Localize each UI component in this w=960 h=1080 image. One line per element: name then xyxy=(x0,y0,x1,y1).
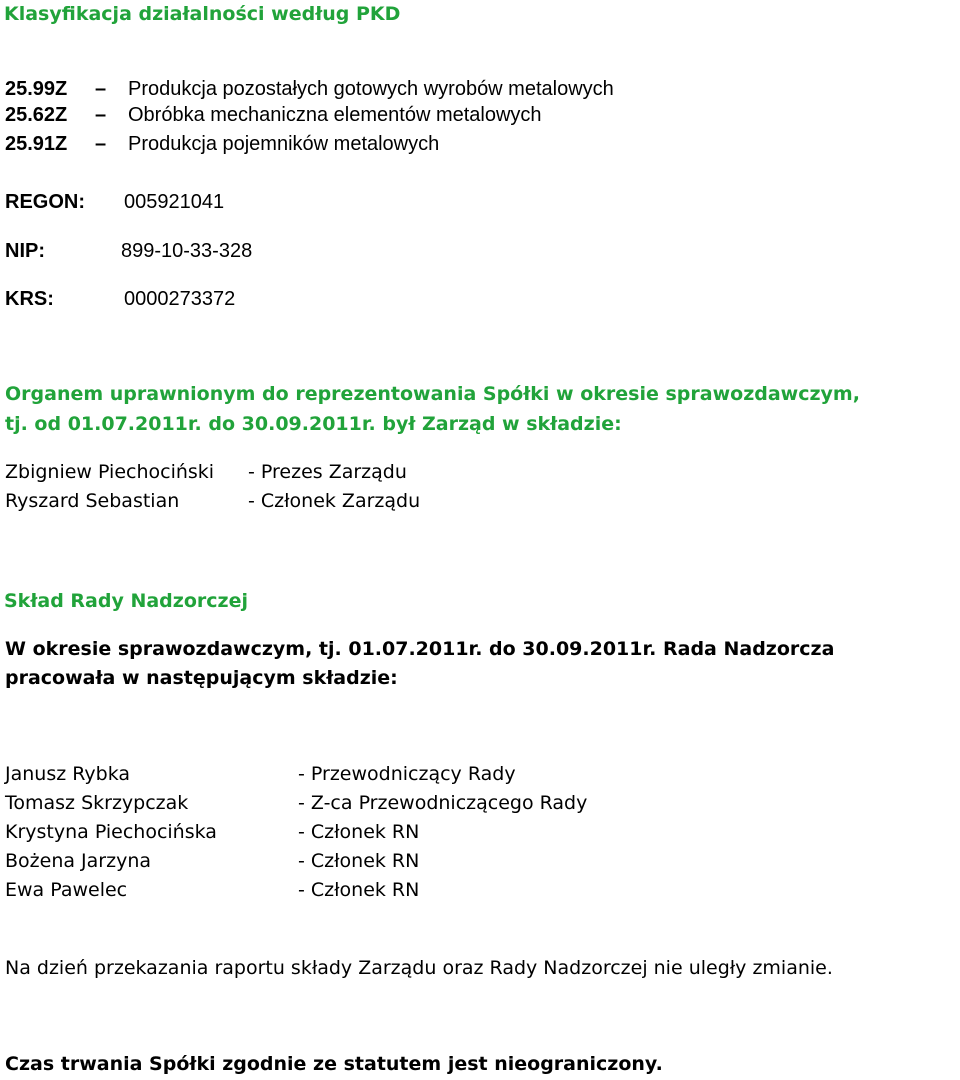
regon-label: REGON: xyxy=(5,191,85,213)
pkd-heading: Klasyfikacja działalności według PKD xyxy=(4,3,401,25)
board-member-role: - Prezes Zarządu xyxy=(248,461,407,483)
board-member-name: Zbigniew Piechociński xyxy=(5,461,215,483)
supervisory-member-role: - Z-ca Przewodniczącego Rady xyxy=(298,792,588,814)
regon-value: 005921041 xyxy=(124,191,225,213)
pkd-description: Produkcja pojemników metalowych xyxy=(128,133,440,155)
supervisory-member-role: - Przewodniczący Rady xyxy=(298,763,516,785)
pkd-code: 25.62Z xyxy=(5,104,68,126)
krs-value: 0000273372 xyxy=(124,288,236,310)
supervisory-member-name: Krystyna Piechocińska xyxy=(5,821,217,843)
supervisory-heading: Skład Rady Nadzorczej xyxy=(4,590,248,612)
pkd-description: Obróbka mechaniczna elementów metalowych xyxy=(128,104,542,126)
pkd-dash: – xyxy=(95,78,107,100)
pkd-code: 25.91Z xyxy=(5,133,68,155)
board-member-role: - Członek Zarządu xyxy=(248,490,421,512)
pkd-code: 25.99Z xyxy=(5,78,68,100)
pkd-dash: – xyxy=(95,104,107,126)
supervisory-member-role: - Członek RN xyxy=(298,821,420,843)
company-duration: Czas trwania Spółki zgodnie ze statutem jest nieograniczony. xyxy=(5,1053,663,1075)
composition-note: Na dzień przekazania raportu składy Zarządu oraz Rady Nadzorczej nie uległy zmianie. xyxy=(5,957,833,979)
supervisory-member-name: Bożena Jarzyna xyxy=(5,850,152,872)
board-intro-line2: tj. od 01.07.2011r. do 30.09.2011r. był Zarząd w składzie: xyxy=(5,413,622,435)
supervisory-member-name: Ewa Pawelec xyxy=(5,879,128,901)
pkd-description: Produkcja pozostałych gotowych wyrobów metalowych xyxy=(128,78,614,100)
supervisory-member-role: - Członek RN xyxy=(298,879,420,901)
board-intro-line1: Organem uprawnionym do reprezentowania Spółki w okresie sprawozdawczym, xyxy=(5,383,860,405)
pkd-dash: – xyxy=(95,133,107,155)
supervisory-member-role: - Członek RN xyxy=(298,850,420,872)
supervisory-member-name: Janusz Rybka xyxy=(5,763,131,785)
board-member-name: Ryszard Sebastian xyxy=(5,490,180,512)
nip-label: NIP: xyxy=(5,240,45,262)
krs-label: KRS: xyxy=(5,288,54,310)
nip-value: 899-10-33-328 xyxy=(121,240,253,262)
supervisory-member-name: Tomasz Skrzypczak xyxy=(5,792,189,814)
supervisory-intro-line2: pracowała w następującym składzie: xyxy=(5,667,398,689)
supervisory-intro-line1: W okresie sprawozdawczym, tj. 01.07.2011r. do 30.09.2011r. Rada Nadzorcza xyxy=(5,638,835,660)
